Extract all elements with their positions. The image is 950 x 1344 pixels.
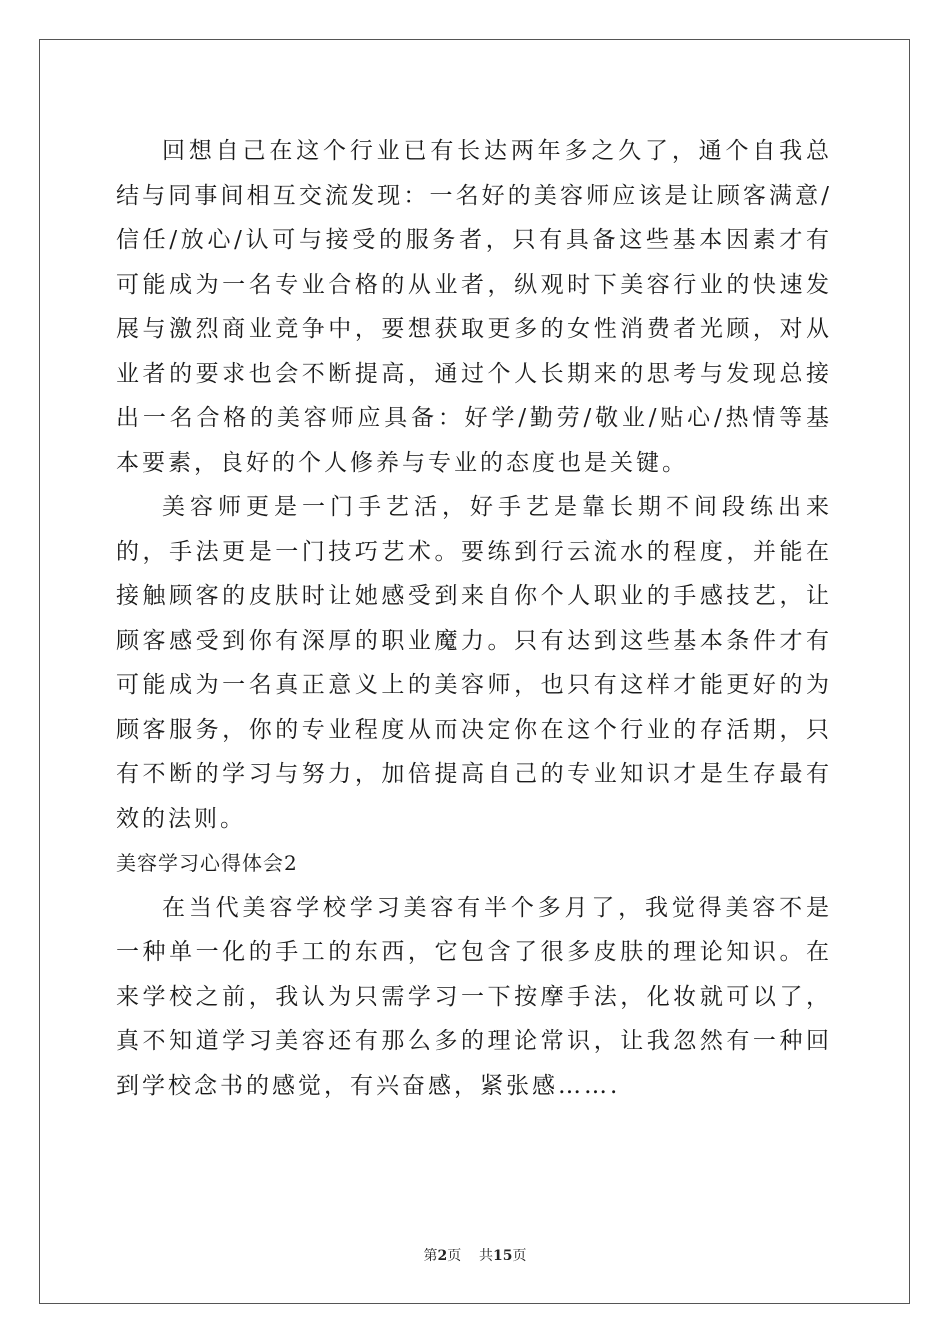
total-pages-number: 15: [493, 1248, 513, 1264]
document-body: [116, 129, 832, 1108]
paragraph-2: 美容师更是一门手艺活，好手艺是靠长期不间段练出来的，手法更是一门技巧艺术。要练到行云流水的程度，并能在接触顾客的皮肤时让她感受到来自你个人职业的手感技艺，让顾客感受到你有深厚的职业魔力。只有达到这些基本条件才有可能成为一名真正意义上的美容师，也只有这样才能更好的为顾客服务，你的专业程度从而决定你在这个行业的存活期，只有不断的学习与努力，加倍提高自己的专业知识才是生存最有效的法则。: [116, 494, 832, 832]
section-heading: 美容学习心得体会2: [116, 851, 298, 875]
paragraph-3: 在当代美容学校学习美容有半个多月了，我觉得美容不是一种单一化的手工的东西，它包含了很多皮肤的理论知识。在来学校之前，我认为只需学习一下按摩手法，化妆就可以了，真不知道学习美容还有那么多的理论常识，让我忽然有一种回到学校念书的感觉，有兴奋感，紧张感…….: [116, 894, 832, 1099]
current-page-number: 2: [437, 1248, 448, 1264]
paragraph-1: 回想自己在这个行业已有长达两年多之久了，通个自我总结与同事间相互交流发现：一名好的美容师应该是让顾客满意/信任/放心/认可与接受的服务者，只有具备这些基本因素才有可能成为一名专业合格的从业者，纵观时下美容行业的快速发展与激烈商业竞争中，要想获取更多的女性消费者光顾，对从业者的要求也会不断提高，通过个人长期来的思考与发现总接出一名合格的美容师应具备：好学/勤劳/敬业/贴心/热情等基本要素，良好的个人修养与专业的态度也是关键。: [116, 138, 832, 476]
footer-prefix: 第: [423, 1248, 438, 1264]
footer-suffix: 页: [512, 1248, 527, 1264]
footer-middle: 页 共: [447, 1248, 494, 1264]
page-footer: [0, 1245, 950, 1265]
